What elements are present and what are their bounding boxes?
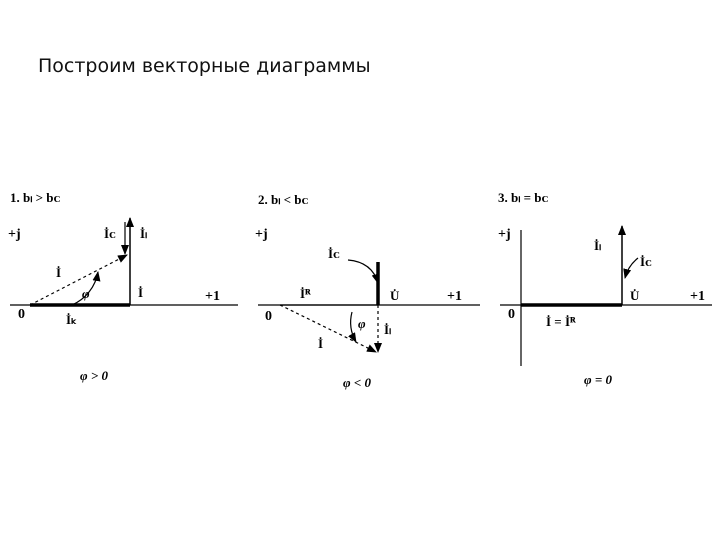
diagram-1-axis-y-label: +j [8, 227, 21, 242]
diagram-1-condition: φ > 0 [80, 368, 109, 383]
diagram-2-condition: φ < 0 [343, 375, 372, 390]
diagram-1-axis-x-label: +1 [205, 289, 220, 304]
diagram-2-axis-y-label: +j [255, 227, 268, 242]
diagram-1-i-vector [30, 255, 127, 305]
diagram-3-heading: 3. bₗ = bᴄ [498, 190, 549, 205]
diagram-1-origin-label: 0 [18, 307, 25, 322]
diagram-3 [498, 190, 712, 387]
diagram-1 [8, 190, 238, 383]
diagram-3-axis-y-label: +j [498, 227, 511, 242]
diagram-1-ic-label: İᴄ [104, 226, 116, 241]
diagram-2-i-label: İ [318, 336, 324, 351]
diagram-3-i-eq-ir-label: İ = İᴿ [546, 314, 576, 329]
diagram-1-i-label: İ [56, 265, 62, 280]
diagram-1-heading: 1. bₗ > bᴄ [10, 190, 61, 205]
diagram-2-ir-label: İᴿ [300, 286, 311, 301]
diagram-3-origin-label: 0 [508, 307, 515, 322]
diagram-2 [255, 192, 480, 390]
diagram-2-angle-arc [351, 312, 356, 342]
diagram-3-u-label: U̇ [630, 288, 640, 303]
diagram-3-condition: φ = 0 [584, 372, 613, 387]
diagram-3-ic-label: İᴄ [640, 254, 652, 269]
diagram-1-phi-label: φ [82, 286, 90, 301]
diagram-1-ik-label: İₖ [66, 312, 77, 327]
diagram-1-il-label: İₗ [140, 226, 148, 241]
diagram-2-heading: 2. bₗ < bᴄ [258, 192, 309, 207]
diagram-2-origin-label: 0 [265, 309, 272, 324]
diagram-3-il-label: İₗ [594, 238, 602, 253]
diagram-2-ic-label: İᴄ [328, 246, 340, 261]
diagram-3-ic-leader [625, 258, 638, 278]
diagram-2-ic-leader [348, 260, 378, 283]
diagram-3-axis-x-label: +1 [690, 289, 705, 304]
diagram-2-u-label: U̇ [390, 288, 400, 303]
diagram-2-phi-label: φ [358, 316, 366, 331]
slide-title: Построим векторные диаграммы [38, 55, 371, 77]
diagram-2-axis-x-label: +1 [447, 289, 462, 304]
diagram-2-il-label: İₗ [384, 322, 392, 337]
diagram-1-ia-label: İ [138, 285, 144, 300]
